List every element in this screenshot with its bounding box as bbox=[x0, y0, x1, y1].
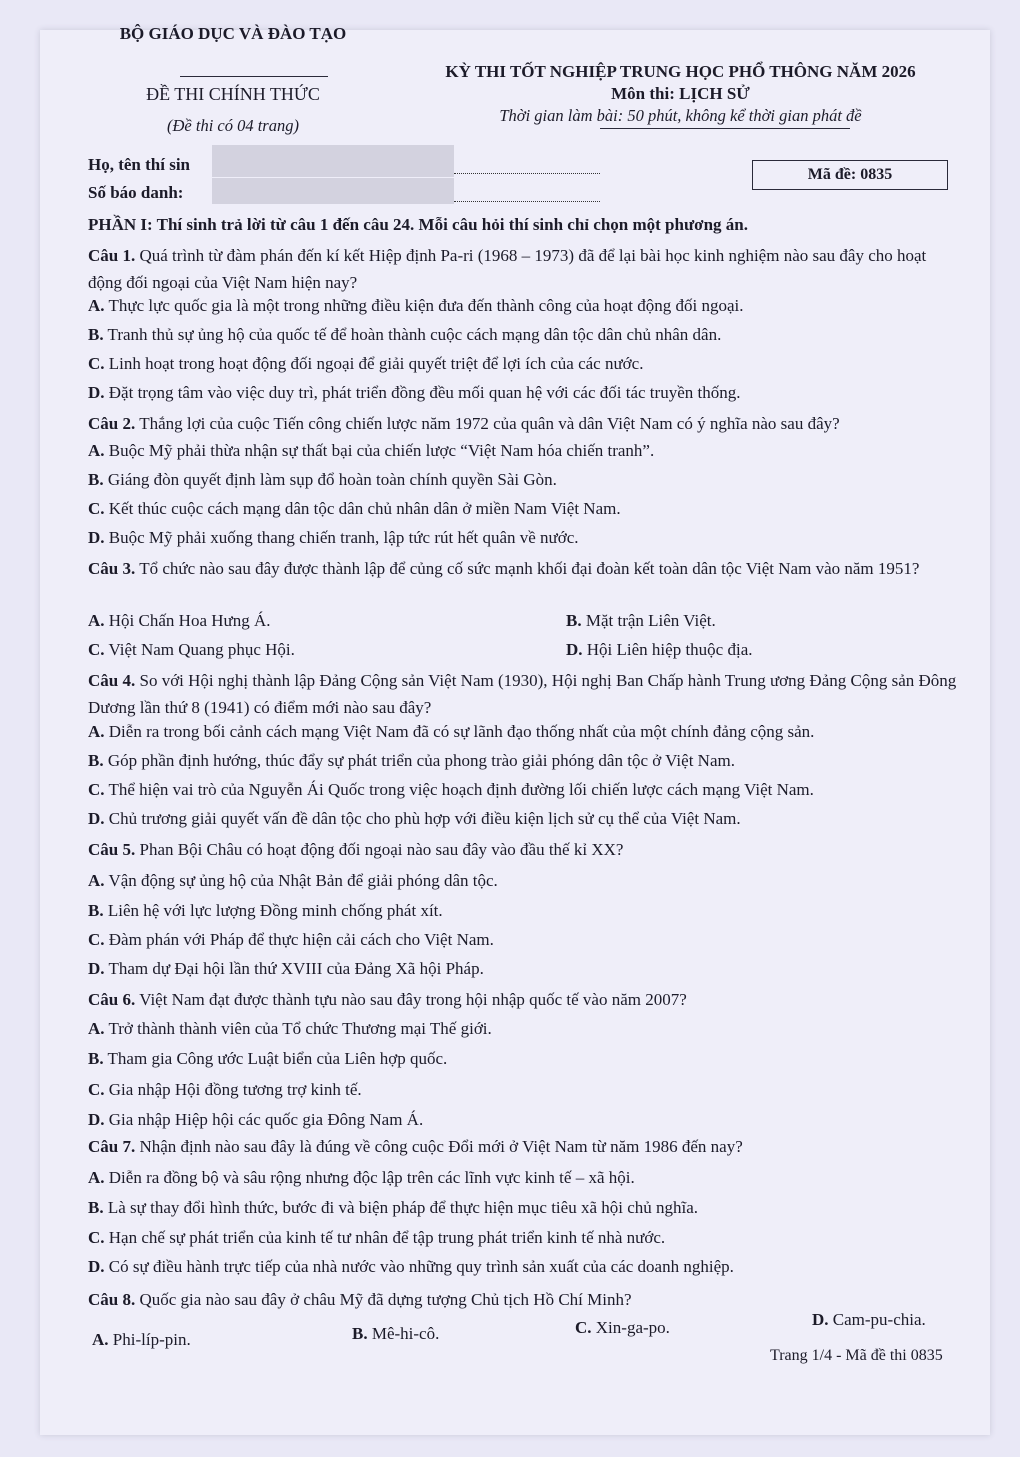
q2-option-d[interactable]: D. Buộc Mỹ phải xuống thang chiến tranh, lập tức rút hết quân về nước. bbox=[88, 528, 579, 547]
q7-option-a[interactable]: A. Diễn ra đồng bộ và sâu rộng nhưng độc lập trên các lĩnh vực kinh tế – xã hội. bbox=[88, 1168, 635, 1187]
q8-option-c[interactable]: C. Xin-ga-po. bbox=[575, 1318, 670, 1337]
question-number: Câu 6. bbox=[88, 990, 136, 1009]
question-text: So với Hội nghị thành lập Đảng Cộng sản Việt Nam (1930), Hội nghị Ban Chấp hành Trung ương Đảng Cộng sản Đông Dương lần thứ 8 (1941) có điểm mới nào sau đây? bbox=[88, 671, 957, 717]
question-text: Phan Bội Châu có hoạt động đối ngoại nào sau đây vào đầu thế kỉ XX? bbox=[139, 840, 624, 859]
question-number: Câu 5. bbox=[88, 840, 136, 859]
q2-option-b[interactable]: B. Giáng đòn quyết định làm sụp đổ hoàn toàn chính quyền Sài Gòn. bbox=[88, 470, 557, 489]
name-dotted-line bbox=[454, 172, 600, 174]
q3-option-b[interactable]: B. Mặt trận Liên Việt. bbox=[566, 611, 716, 630]
question-number: Câu 2. bbox=[88, 414, 136, 433]
q7-option-b[interactable]: B. Là sự thay đổi hình thức, bước đi và biện pháp để thực hiện mục tiêu xã hội chủ nghĩa. bbox=[88, 1198, 699, 1217]
ministry-underline bbox=[180, 76, 328, 77]
q1-option-d[interactable]: D. Đặt trọng tâm vào việc duy trì, phát triển đồng đều mối quan hệ với các đối tác truyền thống. bbox=[88, 383, 741, 402]
q5-option-c[interactable]: C. Đàm phán với Pháp để thực hiện cải cách cho Việt Nam. bbox=[88, 930, 494, 949]
pages-note: (Đề thi có 04 trang) bbox=[167, 116, 299, 135]
candidate-name-label: Họ, tên thí sin bbox=[88, 155, 191, 174]
time-label: Thời gian làm bài: 50 phút, không kể thời gian phát đề bbox=[499, 106, 862, 125]
question-text: Việt Nam đạt được thành tựu nào sau đây trong hội nhập quốc tế vào năm 2007? bbox=[139, 990, 687, 1009]
official-label: ĐỀ THI CHÍNH THỨC bbox=[146, 84, 320, 104]
question-6 bbox=[88, 986, 958, 1013]
q3-option-c[interactable]: C. Việt Nam Quang phục Hội. bbox=[88, 640, 295, 659]
subject-label: Môn thi: LỊCH SỬ bbox=[611, 84, 750, 103]
exam-title: KỲ THI TỐT NGHIỆP TRUNG HỌC PHỔ THÔNG NĂM 2026 bbox=[445, 62, 916, 81]
page-footer: Trang 1/4 - Mã đề thi 0835 bbox=[770, 1347, 943, 1364]
q6-option-d[interactable]: D. Gia nhập Hiệp hội các quốc gia Đông Nam Á. bbox=[88, 1110, 424, 1129]
question-4 bbox=[88, 667, 958, 721]
q5-option-a[interactable]: A. Vận động sự ủng hộ của Nhật Bản để giải phóng dân tộc. bbox=[88, 871, 498, 890]
question-number: Câu 8. bbox=[88, 1290, 136, 1309]
redacted-name bbox=[212, 145, 454, 177]
question-text: Nhận định nào sau đây là đúng về công cuộc Đổi mới ở Việt Nam từ năm 1986 đến nay? bbox=[139, 1137, 743, 1156]
question-number: Câu 4. bbox=[88, 671, 136, 690]
q2-option-c[interactable]: C. Kết thúc cuộc cách mạng dân tộc dân chủ nhân dân ở miền Nam Việt Nam. bbox=[88, 499, 621, 518]
q6-option-b[interactable]: B. Tham gia Công ước Luật biển của Liên hợp quốc. bbox=[88, 1049, 448, 1068]
q7-option-c[interactable]: C. Hạn chế sự phát triển của kinh tế tư nhân để tập trung phát triển kinh tế nhà nước. bbox=[88, 1228, 666, 1247]
q5-option-b[interactable]: B. Liên hệ với lực lượng Đồng minh chống phát xít. bbox=[88, 901, 443, 920]
q6-option-c[interactable]: C. Gia nhập Hội đồng tương trợ kinh tế. bbox=[88, 1080, 362, 1099]
q2-option-a[interactable]: A. Buộc Mỹ phải thừa nhận sự thất bại của chiến lược “Việt Nam hóa chiến tranh”. bbox=[88, 441, 655, 460]
question-text: Thắng lợi của cuộc Tiến công chiến lược năm 1972 của quân và dân Việt Nam có ý nghĩa nào sau đây? bbox=[139, 414, 840, 433]
question-text: Quá trình từ đàm phán đến kí kết Hiệp định Pa-ri (1968 – 1973) đã để lại bài học kinh nghiệm nào sau đây cho hoạt động đối ngoại của Việt Nam hiện nay? bbox=[88, 246, 927, 292]
question-number: Câu 1. bbox=[88, 246, 136, 265]
time-underline bbox=[600, 128, 850, 129]
q4-option-d[interactable]: D. Chủ trương giải quyết vấn đề dân tộc cho phù hợp với điều kiện lịch sử cụ thể của Việt Nam. bbox=[88, 809, 741, 828]
part-title: PHẦN I: Thí sinh trả lời từ câu 1 đến câu 24. Mỗi câu hỏi thí sinh chỉ chọn một phương án. bbox=[88, 215, 748, 234]
q1-option-c[interactable]: C. Linh hoạt trong hoạt động đối ngoại để giải quyết triệt để lợi ích của các nước. bbox=[88, 354, 644, 373]
question-5 bbox=[88, 836, 958, 863]
question-7 bbox=[88, 1133, 958, 1160]
candidate-id-label: Số báo danh: bbox=[88, 183, 184, 202]
question-text: Quốc gia nào sau đây ở châu Mỹ đã dựng tượng Chủ tịch Hồ Chí Minh? bbox=[139, 1290, 632, 1309]
question-text: Tổ chức nào sau đây được thành lập để củng cố sức mạnh khối đại đoàn kết toàn dân tộc Việt Nam vào năm 1951? bbox=[139, 559, 920, 578]
ministry-name: BỘ GIÁO DỤC VÀ ĐÀO TẠO bbox=[119, 24, 347, 43]
q1-option-a[interactable]: A. Thực lực quốc gia là một trong những điều kiện đưa đến thành công của hoạt động đối ngoại. bbox=[88, 296, 744, 315]
id-dotted-line bbox=[454, 200, 600, 202]
q6-option-a[interactable]: A. Trở thành thành viên của Tổ chức Thương mại Thế giới. bbox=[88, 1019, 492, 1038]
question-8 bbox=[88, 1286, 958, 1313]
question-2 bbox=[88, 410, 958, 437]
redacted-id bbox=[212, 178, 454, 204]
exam-code-box: Mã đề: 0835 bbox=[752, 160, 948, 190]
q3-option-d[interactable]: D. Hội Liên hiệp thuộc địa. bbox=[566, 640, 753, 659]
q8-option-a[interactable]: A. Phi-líp-pin. bbox=[92, 1330, 191, 1349]
q8-option-d[interactable]: D. Cam-pu-chia. bbox=[812, 1310, 926, 1329]
q4-option-b[interactable]: B. Góp phần định hướng, thúc đẩy sự phát triển của phong trào giải phóng dân tộc ở Việt Nam. bbox=[88, 751, 735, 770]
q1-option-b[interactable]: B. Tranh thủ sự ủng hộ của quốc tế để hoàn thành cuộc cách mạng dân tộc dân chủ nhân dân. bbox=[88, 325, 722, 344]
q7-option-d[interactable]: D. Có sự điều hành trực tiếp của nhà nước vào những quy trình sản xuất của các doanh nghiệp. bbox=[88, 1257, 734, 1276]
question-number: Câu 3. bbox=[88, 559, 136, 578]
q3-option-a[interactable]: A. Hội Chấn Hoa Hưng Á. bbox=[88, 611, 271, 630]
q4-option-c[interactable]: C. Thể hiện vai trò của Nguyễn Ái Quốc trong việc hoạch định đường lối chiến lược cách mạng Việt Nam. bbox=[88, 780, 814, 799]
question-number: Câu 7. bbox=[88, 1137, 136, 1156]
q5-option-d[interactable]: D. Tham dự Đại hội lần thứ XVIII của Đảng Xã hội Pháp. bbox=[88, 959, 484, 978]
question-1 bbox=[88, 242, 958, 296]
question-3 bbox=[88, 555, 958, 582]
q8-option-b[interactable]: B. Mê-hi-cô. bbox=[352, 1324, 440, 1343]
q4-option-a[interactable]: A. Diễn ra trong bối cảnh cách mạng Việt Nam đã có sự lãnh đạo thống nhất của một chính đảng cộng sản. bbox=[88, 722, 815, 741]
